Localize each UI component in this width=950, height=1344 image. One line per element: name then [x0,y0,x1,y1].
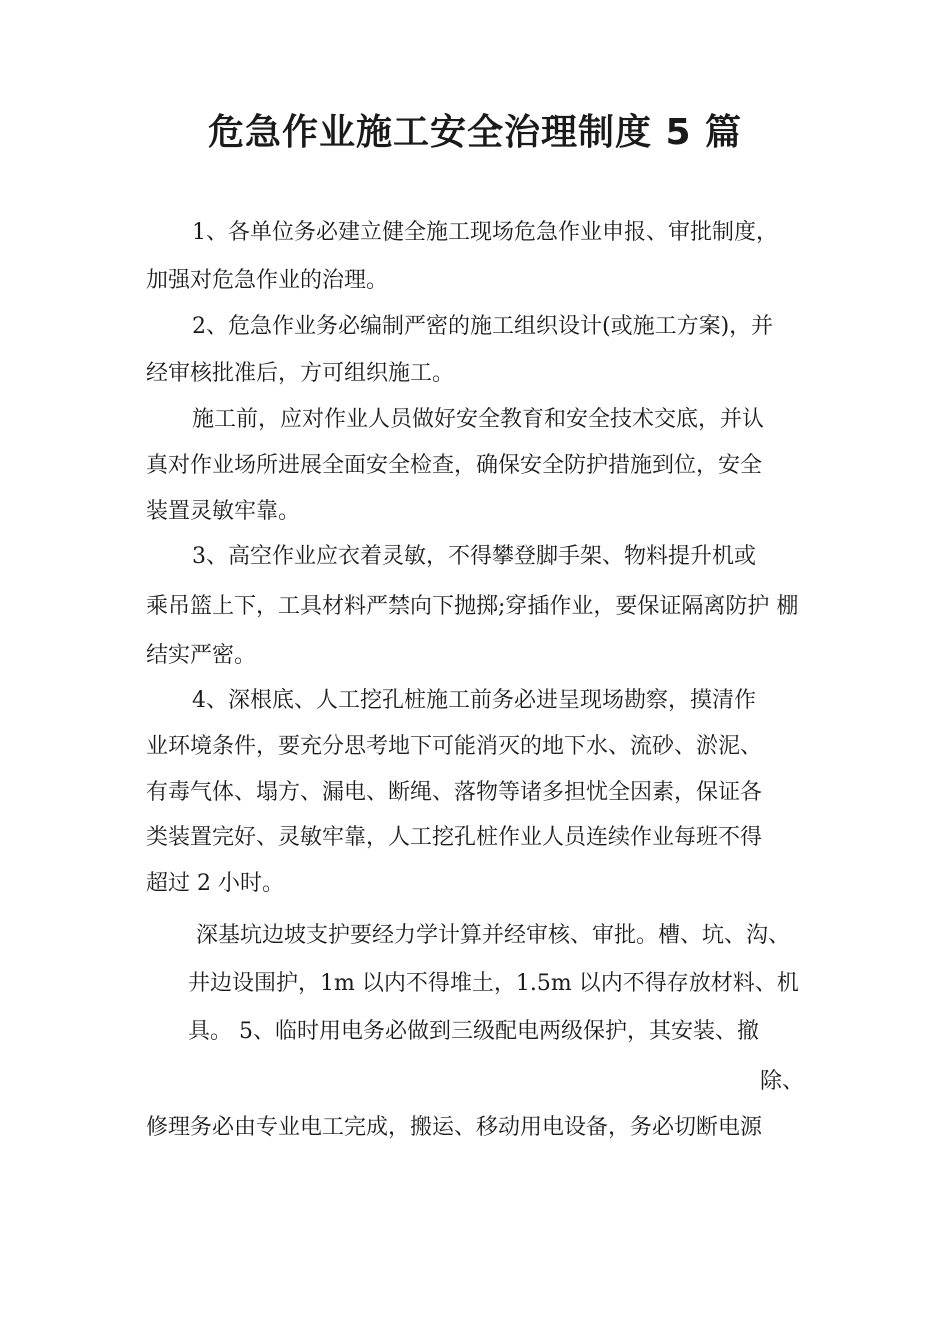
text-line: 施工前，应对作业人员做好安全教育和安全技术交底，并认 [192,407,765,432]
text-line: 修理务必由专业电工完成，搬运、移动用电设备，务必切断电源 [146,1115,763,1140]
text-line: 2、危急作业务必编制严密的施工组织设计(或施工方案)，并 [192,314,774,339]
text-line: 乘吊篮上下，工具材料严禁向下抛掷;穿插作业，要保证隔离防护 棚 [146,594,799,619]
text-line: 结实严密。 [146,643,257,668]
document-title: 危急作业施工安全治理制度 5 篇 [207,112,743,153]
text-line: 真对作业场所进展全面安全检查，确保安全防护措施到位，安全 [146,453,763,478]
text-line: 有毒气体、塌方、漏电、断绳、落物等诸多担忧全因素，保证各 [146,780,763,805]
text-line: 加强对危急作业的治理。 [146,268,389,293]
text-line: 装置灵敏牢靠。 [146,499,301,524]
text-line: 4、深根底、人工挖孔桩施工前务必进呈现场勘察，摸清作 [192,688,756,713]
text-line: 类装置完好、灵敏牢靠，人工挖孔桩作业人员连续作业每班不得 [146,825,763,850]
text-line: 井边设围护，1m 以内不得堆土，1.5m 以内不得存放材料、机 [188,971,799,996]
text-line: 业环境条件，要充分思考地下可能消灭的地下水、流砂、淤泥、 [146,734,763,759]
text-line: 具。 5、临时用电务必做到三级配电两级保护，其安装、撤 [188,1019,759,1044]
text-line: 超过 2 小时。 [146,871,284,896]
text-line: 除、 [760,1069,805,1094]
text-line: 经审核批准后，方可组织施工。 [146,361,455,386]
text-line: 3、高空作业应衣着灵敏，不得攀登脚手架、物料提升机或 [192,544,756,569]
text-line: 深基坑边坡支护要经力学计算并经审核、审批。槽、坑、沟、 [196,923,791,948]
text-line: 1、各单位务必建立健全施工现场危急作业申报、审批制度， [192,220,778,245]
